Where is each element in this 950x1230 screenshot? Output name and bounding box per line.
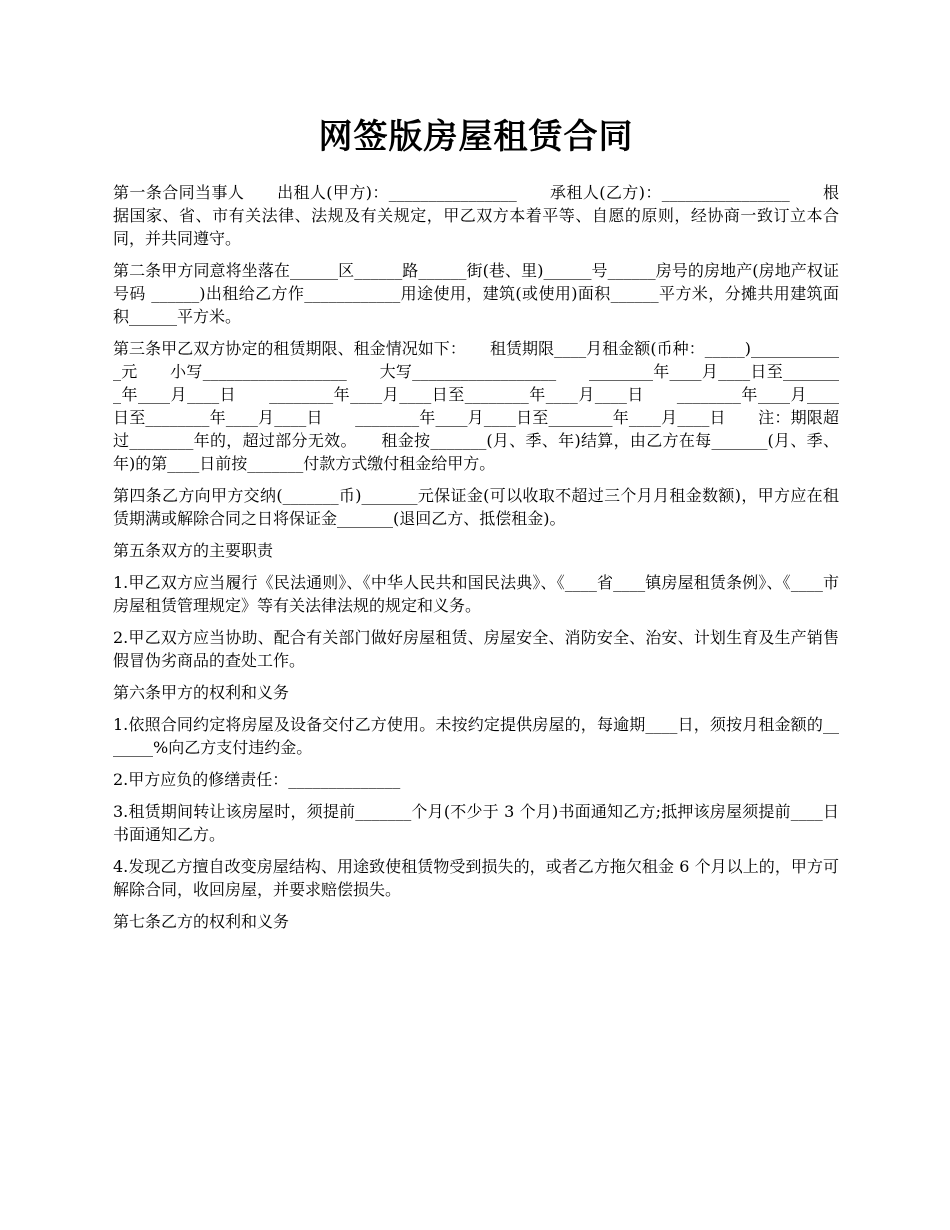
article-3-term-and-rent: 第三条甲乙双方协定的租赁期限、租金情况如下： 租赁期限____月租金额(币种：_____)____________元 小写__________________ 大写__________________ ________年____月____日至________年____月____日 ________年____月____日至________年____月____日 ________年____月____日至________年____月____日 ________年____月____日至________年____月____日 注：期限超过________年的，超过部分无效。 租金按_______(月、季、年)结算，由乙方在每_______(月、季、年)的第____日前按_______付款方式缴付租金给甲方。 (113, 339, 839, 473)
article-4-deposit: 第四条乙方向甲方交纳(_______币)_______元保证金(可以收取不超过三个月月租金数额)，甲方应在租赁期满或解除合同之日将保证金_______(退回乙方、抵偿租金)。 (113, 486, 839, 528)
article-5-heading: 第五条双方的主要职责 (113, 541, 274, 560)
article-1-parties: 第一条合同当事人 出租人(甲方)：________________ 承租人(乙方)：________________ 根据国家、省、市有关法律、法规及有关规定，甲乙双方本着平等、自愿的原则，经协商一致订立本合同，并共同遵守。 (113, 183, 839, 248)
document-body (113, 181, 839, 933)
article-5-item-2: 2.甲乙双方应当协助、配合有关部门做好房屋租赁、房屋安全、消防安全、治安、计划生育及生产销售假冒伪劣商品的查处工作。 (113, 628, 839, 670)
article-6-item-1: 1.依照合同约定将房屋及设备交付乙方使用。未按约定提供房屋的，每逾期____日，须按月租金额的_______%向乙方支付违约金。 (113, 715, 839, 757)
article-6-item-3: 3.租赁期间转让该房屋时，须提前_______个月(不少于 3 个月)书面通知乙方;抵押该房屋须提前____日书面通知乙方。 (113, 802, 839, 844)
article-6-item-2: 2.甲方应负的修缮责任：______________ (113, 770, 401, 789)
article-2-premises: 第二条甲方同意将坐落在______区______路______街(巷、里)______号______房号的房地产(房地产权证号码 ______)出租给乙方作____________用途使用，建筑(或使用)面积______平方米，分摊共用建筑面积______平方米。 (113, 261, 839, 326)
document-title: 网签版房屋租赁合同 (318, 117, 634, 157)
article-6-heading: 第六条甲方的权利和义务 (113, 683, 290, 702)
article-6-item-4: 4.发现乙方擅自改变房屋结构、用途致使租赁物受到损失的，或者乙方拖欠租金 6 个月以上的，甲方可解除合同，收回房屋，并要求赔偿损失。 (113, 857, 839, 899)
document-page (113, 0, 839, 933)
article-7-heading: 第七条乙方的权利和义务 (113, 912, 290, 931)
article-5-item-1: 1.甲乙双方应当履行《民法通则》、《中华人民共和国民法典》、《____省____镇房屋租赁条例》、《____市房屋租赁管理规定》等有关法律法规的规定和义务。 (113, 573, 839, 615)
